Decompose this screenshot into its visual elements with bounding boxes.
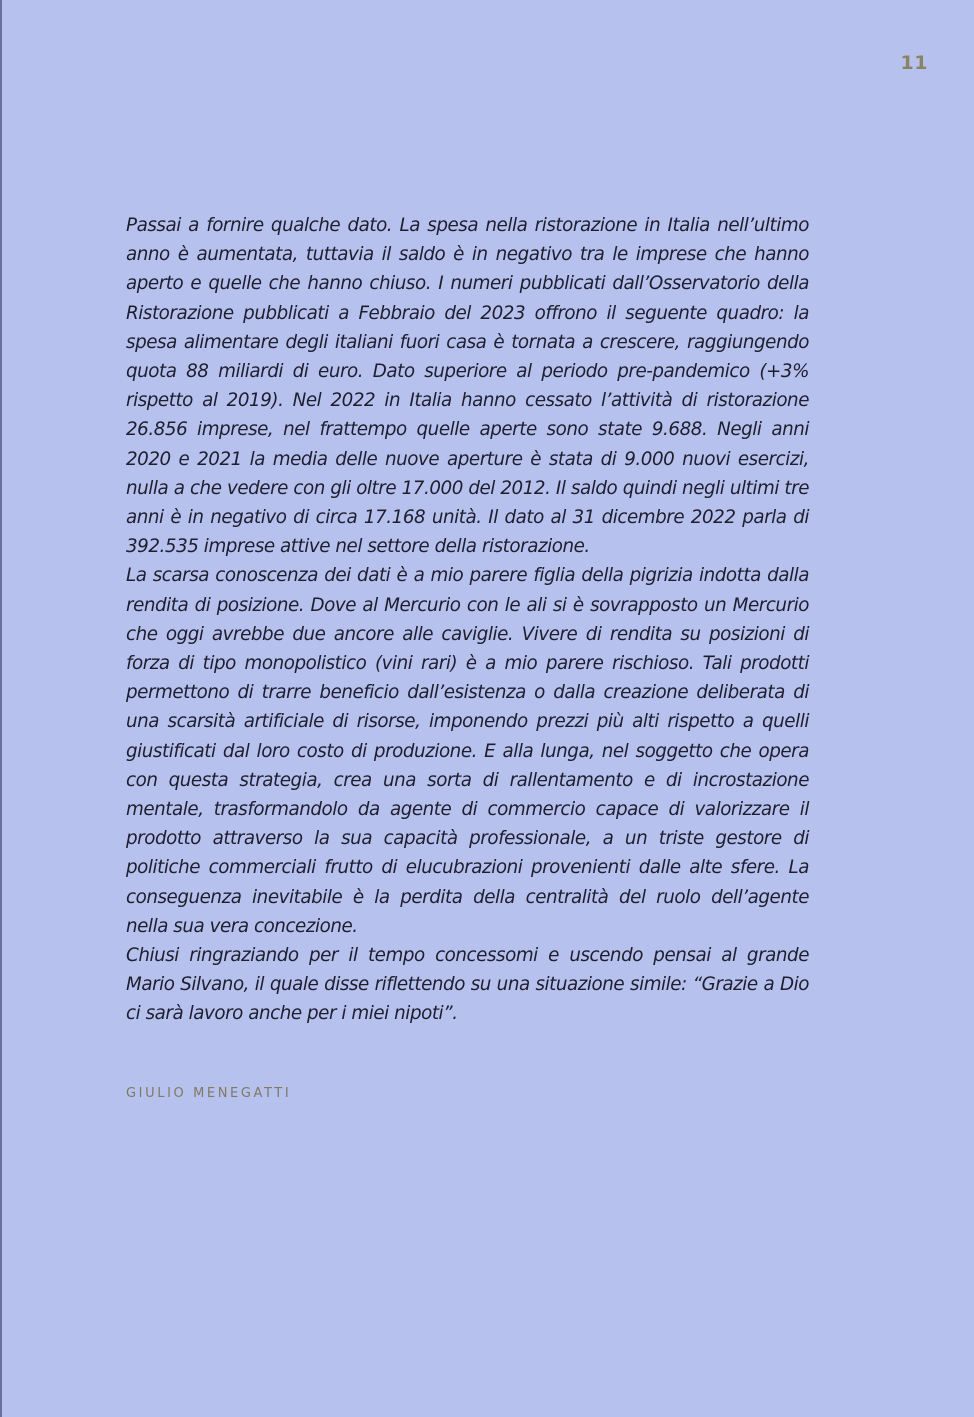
paragraph-2: La scarsa conoscenza dei dati è a mio parere figlia della pigrizia indotta dalla rendita di posizione. Dove al Mercurio con le ali si è sovrapposto un Mercurio che oggi avrebbe due ancore alle caviglie. Vivere di rendita su posizioni di forza di tipo monopolistico (vini rari) è a mio parere rischioso. Tali prodotti permettono di trarre beneficio dall’esistenza o dalla creazione deliberata di una scarsità artificiale di risorse, imponendo prezzi più alti rispetto a quelli giustificati dal loro costo di produzione. E alla lunga, nel soggetto che opera con questa strategia, crea una sorta di rallentamento e di incrostazione mentale, trasformandolo da agente di commercio capace di valorizzare il prodotto attraverso la sua capacità professionale, a un triste gestore di politiche commerciali frutto di elucubrazioni provenienti dalle alte sfere. La conseguenza inevitabile è la perdita della centralità del ruolo dell’agente nella sua vera concezione.	[126, 565, 809, 937]
paragraph-3: Chiusi ringraziando per il tempo concessomi e uscendo pensai al grande Mario Silvano, il quale disse riflettendo su una situazione simile: “Grazie a Dio ci sarà lavoro anche per i miei nipoti”.	[126, 945, 809, 1025]
page-number: 11	[900, 52, 928, 74]
article-body	[126, 211, 809, 1029]
paragraph-1: Passai a fornire qualche dato. La spesa nella ristorazione in Italia nell’ultimo anno è aumentata, tuttavia il saldo è in negativo tra le imprese che hanno aperto e quelle che hanno chiuso. I numeri pubblicati dall’Osservatorio della Ristorazione pubblicati a Febbraio del 2023 offrono il seguente quadro: la spesa alimentare degli italiani fuori casa è tornata a crescere, raggiungendo quota 88 miliardi di euro. Dato superiore al periodo pre-pandemico (+3% rispetto al 2019). Nel 2022 in Italia hanno cessato l’attività di ristorazione 26.856 imprese, nel frattempo quelle aperte sono state 9.688. Negli anni 2020 e 2021 la media delle nuove aperture è stata di 9.000 nuovi esercizi, nulla a che vedere con gli oltre 17.000 del 2012. Il saldo quindi negli ultimi tre anni è in negativo di circa 17.168 unità. Il dato al 31 dicembre 2022 parla di 392.535 imprese attive nel settore della ristorazione.	[126, 215, 809, 558]
page-edge	[0, 0, 2, 1417]
author-signature: GIULIO MENEGATTI	[126, 1086, 292, 1101]
